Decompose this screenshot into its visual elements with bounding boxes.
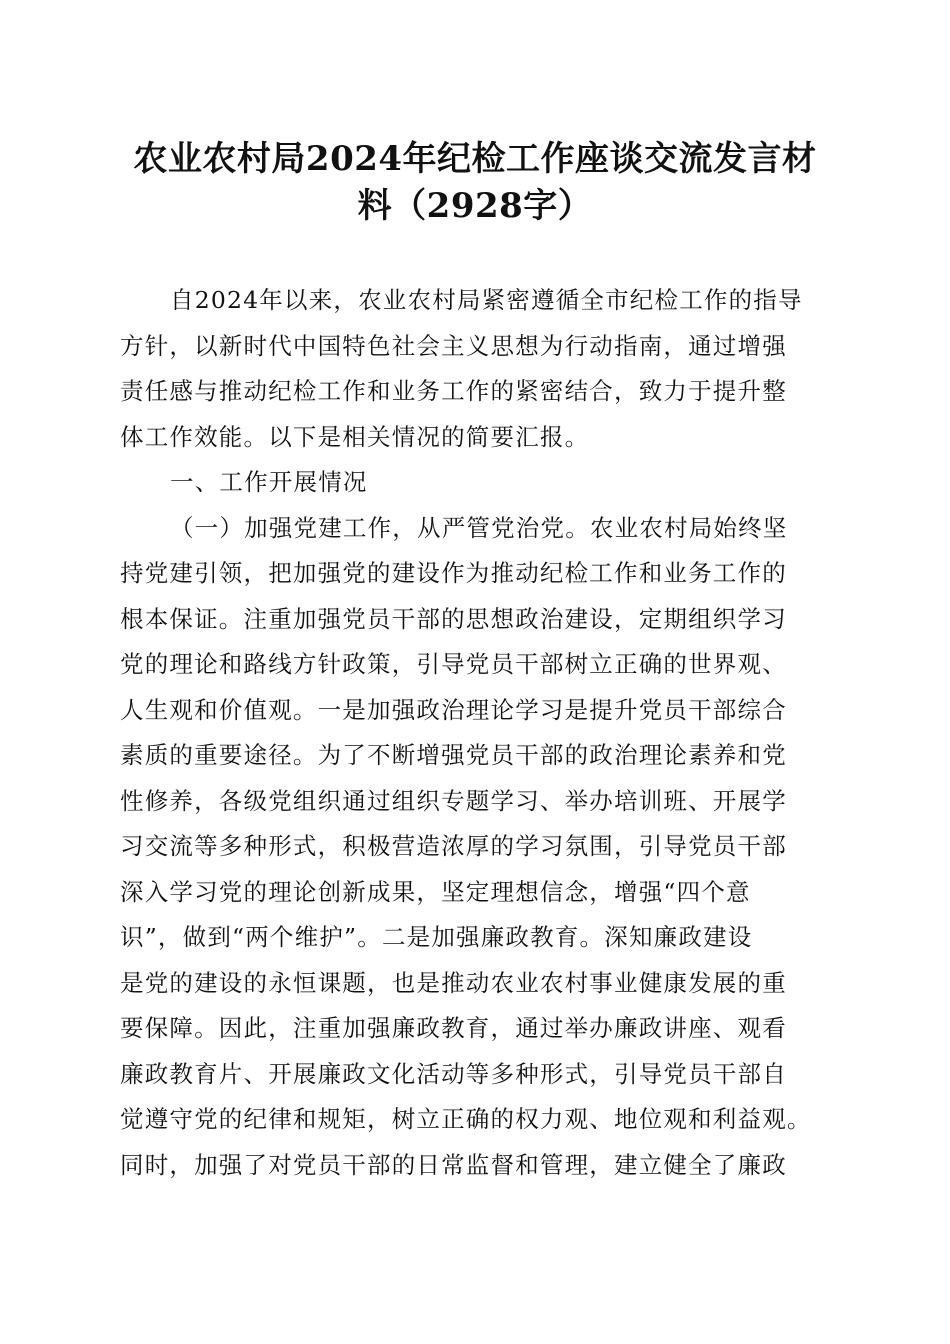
paragraph-line: 体工作效能。以下是相关情况的简要汇报。 [120,422,590,451]
section-paragraph [120,506,832,1189]
title-line: 料（2928字） [357,186,593,226]
paragraph-line: 责任感与推动纪检工作和业务工作的紧密结合，致力于提升整 [120,377,787,405]
paragraph-line: 习交流等多种形式，积极营造浓厚的学习氛围，引导党员干部 [120,832,787,860]
paragraph-line: 要保障。因此，注重加强廉政教育，通过举办廉政讲座、观看 [120,1014,787,1042]
paragraph-line: 党的理论和路线方针政策，引导党员干部树立正确的世界观、 [120,650,787,678]
paragraph-line: 同时，加强了对党员干部的日常监督和管理，建立健全了廉政 [120,1150,787,1179]
paragraph-line: （一）加强党建工作，从严管党治党。农业农村局始终坚 [170,513,788,542]
paragraph-line: 深入学习党的理论创新成果，坚定理想信念，增强“四个意 [120,877,751,906]
paragraph-line: 廉政教育片、开展廉政文化活动等多种形式，引导党员干部自 [120,1059,787,1088]
paragraph-line: 方针，以新时代中国特色社会主义思想为行动指南，通过增强 [120,331,787,360]
paragraph-line: 根本保证。注重加强党员干部的思想政治建设，定期组织学习 [120,604,787,633]
paragraph-line: 识”，做到“两个维护”。二是加强廉政教育。深知廉政建设 [120,923,753,951]
document-body [120,278,832,1188]
paragraph-line: 自2024年以来，农业农村局紧密遵循全市纪检工作的指导 [170,286,803,314]
paragraph-line: 素质的重要途径。为了不断增强党员干部的政治理论素养和党 [120,741,787,769]
paragraph-line: 是党的建设的永恒课题，也是推动农业农村事业健康发展的重 [120,968,787,997]
document-title [112,136,838,230]
intro-paragraph [120,278,832,460]
paragraph-line: 觉遵守党的纪律和规矩，树立正确的权力观、地位观和利益观。 [120,1105,812,1133]
title-line: 农业农村局2024年纪检工作座谈交流发言材 [133,139,817,179]
paragraph-line: 性修养，各级党组织通过组织专题学习、举办培训班、开展学 [120,786,787,815]
paragraph-line: 持党建引领，把加强党的建设作为推动纪检工作和业务工作的 [120,559,787,587]
section-heading: 一、工作开展情况 [170,468,368,496]
paragraph-line: 人生观和价值观。一是加强政治理论学习是提升党员干部综合 [120,695,787,724]
